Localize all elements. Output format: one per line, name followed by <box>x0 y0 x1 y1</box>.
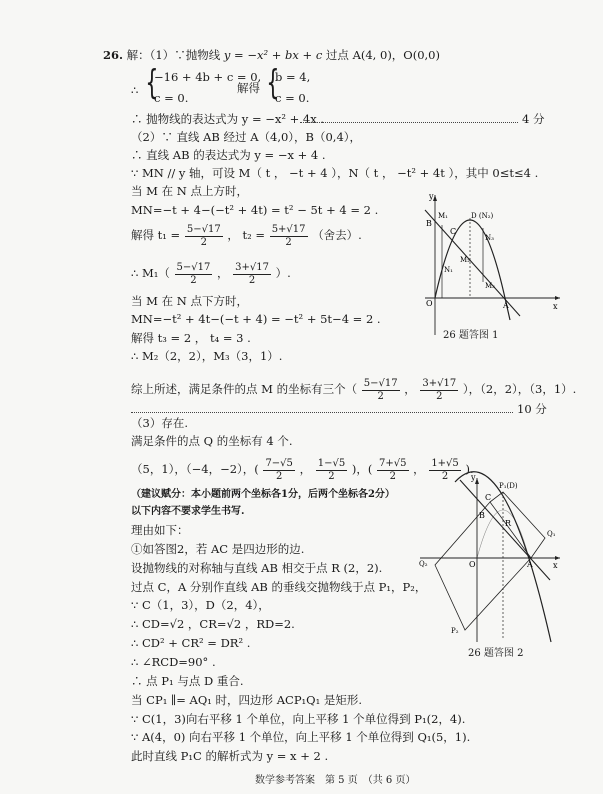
label-n3: N₃ <box>485 234 494 242</box>
text: 综上所述，满足条件的点 M 的坐标有三个（ <box>131 382 358 396</box>
text: （5，1），（−4，−2），( <box>131 462 259 476</box>
label-b: B <box>479 511 485 520</box>
page-footer: 数学参考答案 第 5 页 （共 6 页） <box>255 775 416 786</box>
text: ， t₂ = <box>227 228 266 242</box>
x-arrow-icon <box>555 556 560 560</box>
text: ， <box>404 382 416 396</box>
scoring-note: （建议赋分：本小题前两个坐标各1分，后两个坐标各2分） <box>131 489 395 500</box>
label-x: x <box>553 302 558 311</box>
y-arrow-icon <box>433 195 437 201</box>
text: （舍去）. <box>312 228 362 242</box>
problem-passes: 过点 A(4, 0)，O(0,0) <box>325 48 440 62</box>
text: ， <box>413 462 425 476</box>
num: 5−√17 <box>186 224 221 235</box>
problem-header <box>103 50 440 62</box>
p2-line-3: ∵ MN // y 轴，可设 M（ t ， −t + 4 ），N（ t ， −t² + 4t ），其中 0≤t≤4 . <box>131 166 539 180</box>
p2-line-5: MN=−t + 4−(−t² + 4t) = t² − 5t + 4 = 2 . <box>131 203 379 217</box>
label-r: R <box>505 519 512 528</box>
text: ∴ M₁（ <box>131 266 170 280</box>
label-m3: M₃ <box>485 282 495 290</box>
num: 7−√5 <box>265 458 293 469</box>
reason-4: ∵ C（1，3），D（2，4）， <box>131 598 270 612</box>
num: 3+√17 <box>422 378 457 389</box>
label-o: O <box>469 560 476 569</box>
label-y: y <box>471 473 476 482</box>
p2-line-4: 当 M 在 N 点上方时， <box>131 184 248 198</box>
num: 3+√17 <box>235 262 270 273</box>
reason-8: ∴ 点 P₁ 与点 D 重合. <box>131 674 244 688</box>
label-d: D (N₂) <box>471 212 494 220</box>
p3-line-1: （3）存在. <box>131 416 188 430</box>
label-p2: P₂ <box>451 627 459 635</box>
num: 5−√17 <box>363 378 398 389</box>
label-q2: Q₂ <box>419 560 428 568</box>
system-eq-1: −16 + 4b + c = 0, <box>154 70 262 84</box>
den: 2 <box>441 470 449 482</box>
label-q1: Q₁ <box>547 530 556 538</box>
num: 7+√5 <box>379 458 407 469</box>
reason-12: 此时直线 P₁C 的解析式为 y = x + 2 . <box>131 749 329 763</box>
p2-line-6 <box>131 224 362 248</box>
brace-left: { <box>145 63 159 103</box>
p2-line-2: ∴ 直线 AB 的表达式为 y = −x + 4 . <box>131 148 326 162</box>
den: 2 <box>200 236 207 248</box>
fraction <box>270 224 308 248</box>
p2-line-10: 解得 t₃ = 2 ， t₄ = 3 . <box>131 331 251 345</box>
label-a: A <box>503 301 509 310</box>
text: ， <box>299 462 312 476</box>
den: 2 <box>275 470 283 482</box>
num: 1−√5 <box>317 458 346 469</box>
therefore-symbol: ∴ <box>131 83 139 97</box>
solve-label: 解得 <box>237 81 260 95</box>
reason-3: 过点 C，A 分别作直线 AB 的垂线交抛物线于点 P₁，P₂， <box>131 580 427 594</box>
score-10: 10 分 <box>517 402 547 416</box>
label-x: x <box>553 561 558 570</box>
fraction <box>377 458 408 482</box>
text: ）. <box>275 266 291 280</box>
not-required-note: 以下内容不要求学生书写. <box>131 506 245 517</box>
fraction <box>175 262 213 286</box>
text: ， <box>217 266 229 280</box>
x-arrow-icon <box>555 296 560 300</box>
reason-5: ∴ CD=√2 ，CR=√2 ，RD=2. <box>131 617 295 631</box>
reason-1: ①如答图2，若 AC 是四边形的边. <box>131 542 305 556</box>
quadrilateral-acp2q2 <box>435 502 531 630</box>
figure-1-caption: 26 题答图 1 <box>443 330 499 341</box>
figure-2-caption: 26 题答图 2 <box>468 648 524 659</box>
den: 2 <box>377 390 384 402</box>
p2-line-9: MN=−t² + 4t−(−t + 4) = −t² + 5t−4 = 2 . <box>131 312 381 326</box>
p2-line-1: （2）∵ 直线 AB 经过 A（4,0），B（0,4）， <box>131 130 362 144</box>
num: 5+√17 <box>271 224 306 235</box>
label-y: y <box>429 192 434 201</box>
p2-line-11: ∴ M₂（2，2），M₃（3，1）. <box>131 349 283 363</box>
reason-7: ∴ ∠RCD=90° . <box>131 655 216 669</box>
fraction <box>362 378 400 402</box>
p2-line-8: 当 M 在 N 点下方时， <box>131 294 248 308</box>
den: 2 <box>190 274 197 286</box>
reason-11: ∵ A(4，0) 向右平移 1 个单位，向上平移 1 个单位得到 Q₁(5，1). <box>131 730 471 744</box>
fraction <box>316 458 347 482</box>
problem-number: 26. <box>103 48 124 62</box>
y-arrow-icon <box>475 478 479 484</box>
reason-9: 当 CP₁ ∥= AQ₁ 时，四边形 ACP₁Q₁ 是矩形. <box>131 693 363 707</box>
label-m1: M₁ <box>438 212 448 220</box>
figure-1 <box>415 190 565 340</box>
reason-10: ∵ C(1，3)向右平移 1 个单位，向上平移 1 个单位得到 P₁(2，4). <box>131 712 466 726</box>
system-eq-2: c = 0. <box>154 91 189 105</box>
brace-right: { <box>266 63 280 103</box>
p2-line-7 <box>131 262 291 286</box>
parabola-result: ∴ 抛物线的表达式为 y = −x² + 4x . <box>131 112 325 126</box>
problem-equation: y = −x² + bx + c <box>223 48 323 62</box>
num: 1+√5 <box>431 458 459 469</box>
label-o: O <box>426 299 433 308</box>
fraction <box>185 224 223 248</box>
reason-0: 理由如下： <box>131 523 189 537</box>
den: 2 <box>285 236 292 248</box>
den: 2 <box>248 274 256 286</box>
fraction <box>420 378 458 402</box>
label-n1: N₁ <box>444 266 453 274</box>
reason-6: ∴ CD² + CR² = DR² . <box>131 636 251 650</box>
label-m2: M₂ <box>460 256 470 264</box>
text: ），（2，2），（3，1）. <box>462 382 577 396</box>
label-p1: P₁(D) <box>499 482 518 490</box>
den: 2 <box>389 470 396 482</box>
den: 2 <box>436 390 443 402</box>
reason-2: 设抛物线的对称轴与直线 AB 相交于点 R (2，2). <box>131 561 383 575</box>
label-c: C <box>485 493 492 502</box>
p3-line-2: 满足条件的点 Q 的坐标有 4 个. <box>131 434 293 448</box>
label-a: A <box>527 560 533 569</box>
solution-c: c = 0. <box>275 91 310 105</box>
dotted-leader <box>131 412 513 413</box>
solution-b: b = 4, <box>275 70 311 84</box>
label-c: C <box>450 227 457 236</box>
p2-summary <box>131 378 576 402</box>
fraction <box>263 458 294 482</box>
text: )，( <box>351 462 373 476</box>
num: 5−√17 <box>176 262 211 273</box>
figure-2 <box>415 470 565 645</box>
text: 解得 t₁ = <box>131 228 181 242</box>
label-b: B <box>426 219 432 228</box>
fraction <box>233 262 271 286</box>
dotted-leader <box>300 122 518 123</box>
den: 2 <box>328 470 335 482</box>
score-4: 4 分 <box>522 112 545 126</box>
text: ). <box>465 462 474 476</box>
problem-head: 解：（1）∵抛物线 <box>126 48 221 62</box>
